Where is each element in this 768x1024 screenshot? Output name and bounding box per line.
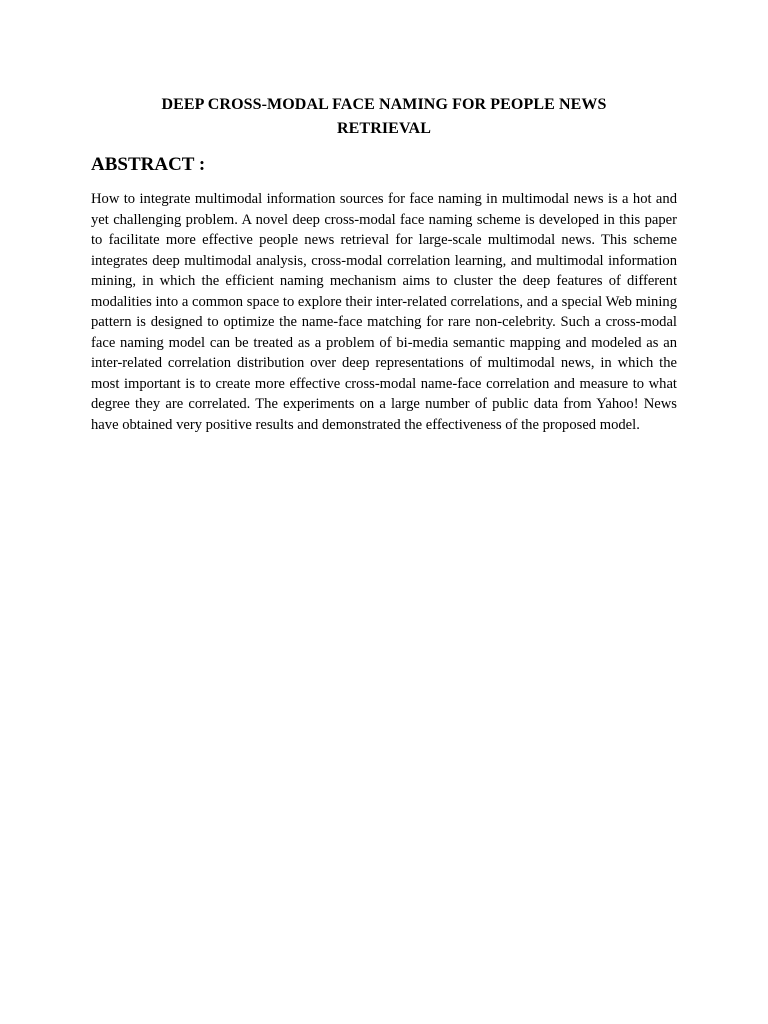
abstract-heading: ABSTRACT :	[91, 154, 206, 175]
document-title: DEEP CROSS-MODAL FACE NAMING FOR PEOPLE NEWS RETRIEVAL	[161, 96, 607, 137]
abstract-paragraph: How to integrate multimodal information sources for face naming in multimodal news is a hot and yet challenging problem. A novel deep cross-modal face naming scheme is developed in this paper to facilitate more effective people news retrieval for large-scale multimodal news. This scheme integrates deep multimodal analysis, cross-modal correlation learning, and multimodal information mining, in which the efficient naming mechanism aims to cluster the deep features of different modalities into a common space to explore their inter-related correlations, and a special Web mining pattern is designed to optimize the name-face matching for rare non-celebrity. Such a cross-modal face naming model can be treated as a problem of bi-media semantic mapping and modeled as an inter-related correlation distribution over deep representations of multimodal news, in which the most important is to create more effective cross-modal name-face correlation and measure to what degree they are correlated. The experiments on a large number of public data from Yahoo! News have obtained very positive results and demonstrated the effectiveness of the proposed model.	[91, 191, 677, 433]
